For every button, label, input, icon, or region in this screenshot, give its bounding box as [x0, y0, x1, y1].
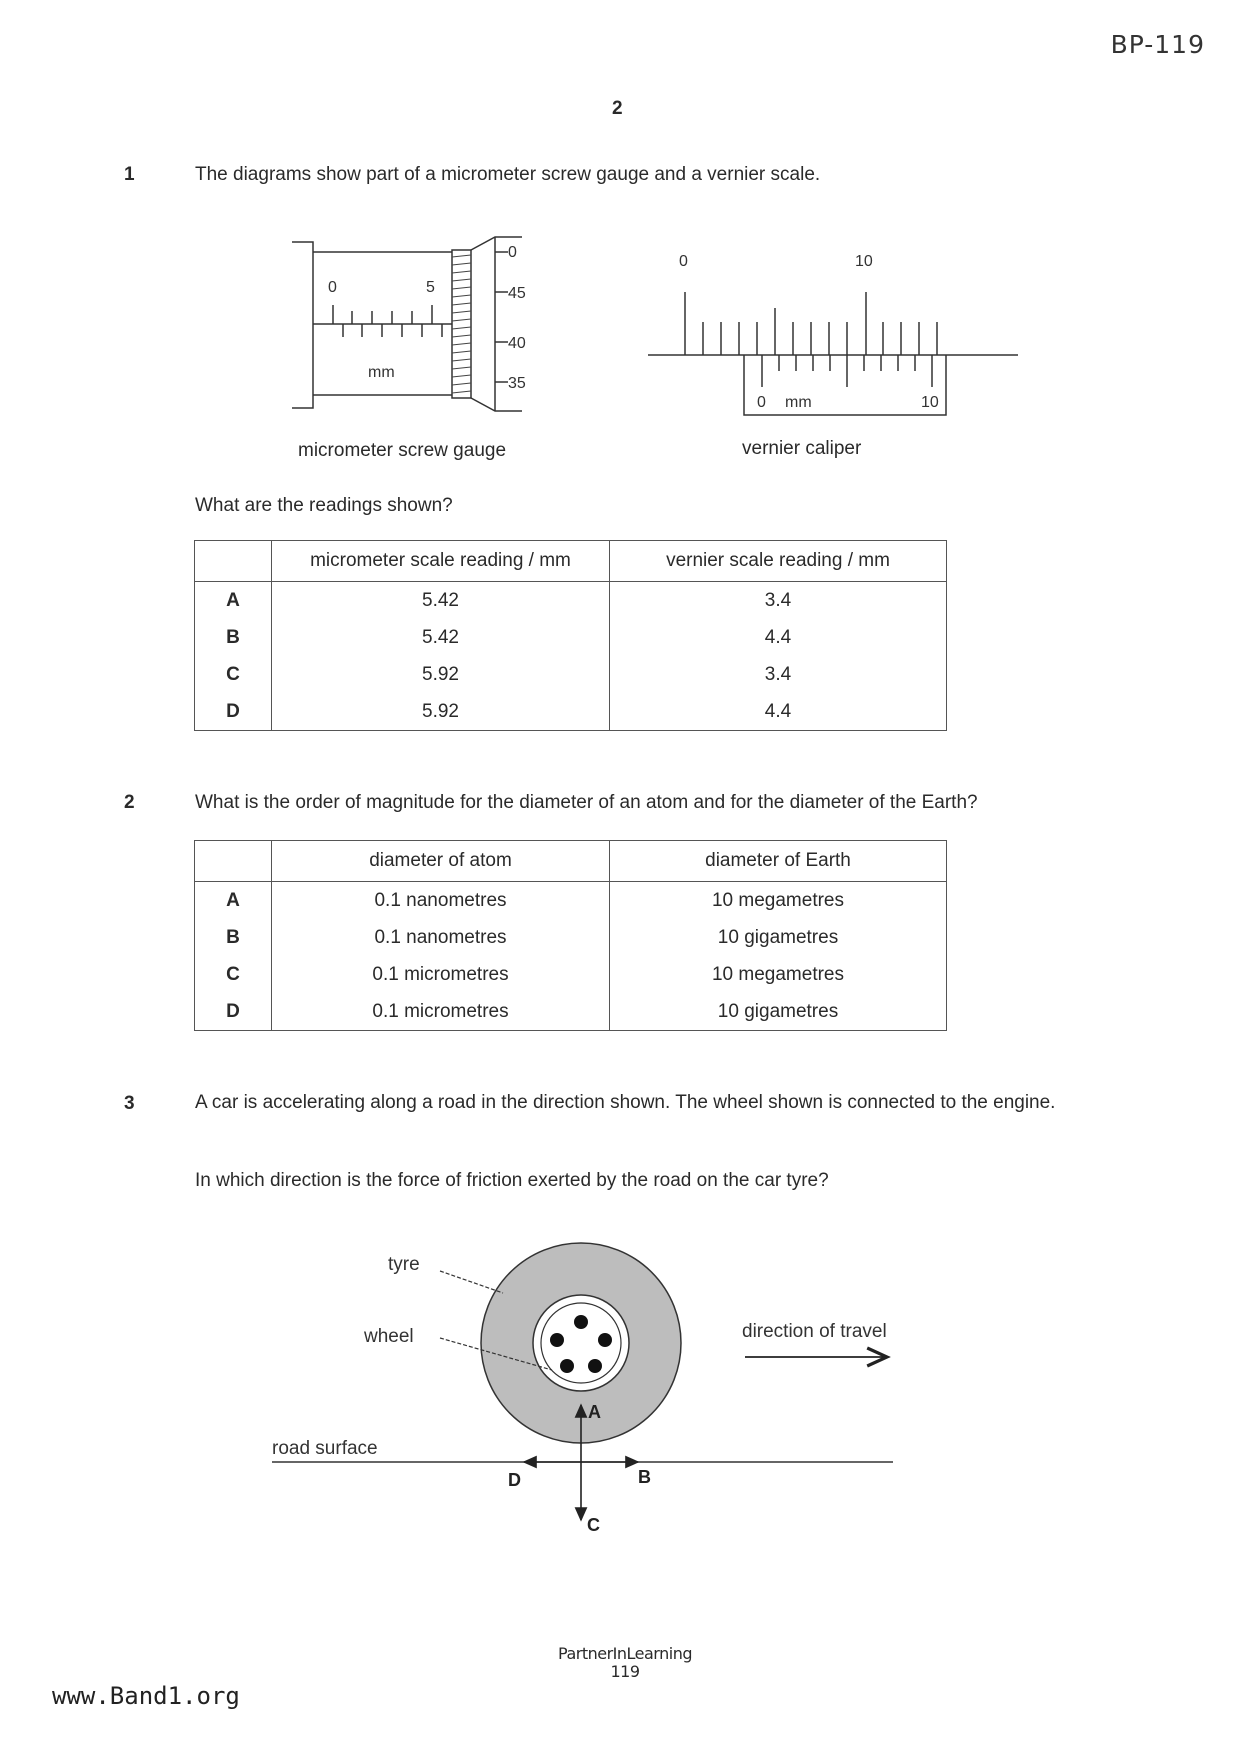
thimble-label-0: 0 [508, 244, 517, 261]
option-letter: B [195, 919, 272, 956]
option-letter: C [195, 956, 272, 993]
table-header-row [195, 841, 947, 882]
sleeve-label-0: 0 [328, 279, 337, 296]
question-3-text: A car is accelerating along a road in the direction shown. The wheel shown is connected to the engine. [195, 1092, 1056, 1113]
micrometer-caption: micrometer screw gauge [298, 440, 507, 461]
question-1-text: The diagrams show part of a micrometer screw gauge and a vernier scale. [195, 164, 821, 185]
option-row-a[interactable] [195, 582, 947, 620]
question-2-number: 2 [124, 792, 135, 813]
micrometer-unit: mm [368, 364, 395, 381]
option-letter: A [195, 882, 272, 920]
label-a: A [588, 1402, 601, 1422]
atom-value: 0.1 nanometres [272, 919, 610, 956]
option-letter: C [195, 656, 272, 693]
header-atom: diameter of atom [272, 841, 610, 882]
publisher-name: PartnerInLearning [558, 1644, 692, 1663]
vernier-value: 3.4 [764, 663, 792, 685]
website-link[interactable]: www.Band1.org [52, 1682, 240, 1710]
header-vernier: vernier scale reading / mm [610, 541, 947, 582]
micrometer-value: 5.92 [272, 693, 610, 731]
atom-value: 0.1 micrometres [272, 956, 610, 993]
sleeve-label-5: 5 [426, 279, 435, 296]
earth-value: 10 megametres [711, 889, 844, 911]
thimble-label-45: 45 [508, 285, 526, 302]
earth-value: 10 megametres [711, 963, 844, 985]
question-3-prompt: In which direction is the force of friction exerted by the road on the car tyre? [195, 1170, 829, 1191]
option-letter: D [195, 693, 272, 731]
question-1-number: 1 [124, 164, 135, 185]
tyre-label: tyre [388, 1254, 420, 1275]
label-b: B [638, 1467, 651, 1487]
road-label: road surface [272, 1438, 378, 1459]
header-micrometer: micrometer scale reading / mm [272, 541, 610, 582]
question-1-prompt: What are the readings shown? [195, 495, 453, 516]
thimble-label-40: 40 [508, 335, 526, 352]
header-blank [195, 841, 272, 882]
main-scale-label-0: 0 [679, 253, 688, 270]
micrometer-value: 5.42 [272, 619, 610, 656]
option-row-b[interactable] [195, 619, 947, 656]
vernier-caption: vernier caliper [742, 438, 862, 459]
vernier-diagram [640, 240, 1020, 420]
option-letter: B [195, 619, 272, 656]
option-row-d[interactable] [195, 993, 947, 1031]
footer-page-number: 119 [610, 1662, 640, 1681]
option-row-a[interactable] [195, 882, 947, 920]
label-d: D [508, 1470, 521, 1490]
earth-value: 10 gigametres [717, 1000, 839, 1022]
question-3-number: 3 [124, 1093, 135, 1114]
page-number: 2 [612, 98, 623, 119]
option-row-c[interactable] [195, 656, 947, 693]
option-row-d[interactable] [195, 693, 947, 731]
footer [540, 1645, 710, 1681]
micrometer-value: 5.92 [272, 656, 610, 693]
question-2-options-table [194, 840, 947, 1031]
earth-value: 10 gigametres [717, 926, 839, 948]
vernier-label-10: 10 [921, 394, 939, 411]
vernier-unit: mm [785, 394, 812, 411]
question-1-options-table [194, 540, 947, 731]
option-letter: D [195, 993, 272, 1031]
micrometer-value: 5.42 [272, 582, 610, 620]
vernier-value: 4.4 [764, 700, 792, 722]
direction-label: direction of travel [742, 1321, 887, 1342]
option-row-b[interactable] [195, 919, 947, 956]
header-earth: diameter of Earth [610, 841, 947, 882]
table-header-row [195, 541, 947, 582]
micrometer-diagram [280, 225, 560, 415]
option-letter: A [195, 582, 272, 620]
header-blank [195, 541, 272, 582]
wheel-label: wheel [364, 1326, 414, 1347]
wheel-diagram [260, 1230, 910, 1550]
vernier-label-0: 0 [757, 394, 766, 411]
question-2-text: What is the order of magnitude for the diameter of an atom and for the diameter of the Earth? [195, 792, 978, 813]
atom-value: 0.1 nanometres [272, 882, 610, 920]
atom-value: 0.1 micrometres [272, 993, 610, 1031]
label-c: C [587, 1515, 600, 1535]
thimble-label-35: 35 [508, 375, 526, 392]
vernier-value: 3.4 [764, 589, 792, 611]
main-scale-label-10: 10 [855, 253, 873, 270]
option-row-c[interactable] [195, 956, 947, 993]
document-code: BP-119 [1110, 30, 1205, 59]
vernier-value: 4.4 [764, 626, 792, 648]
